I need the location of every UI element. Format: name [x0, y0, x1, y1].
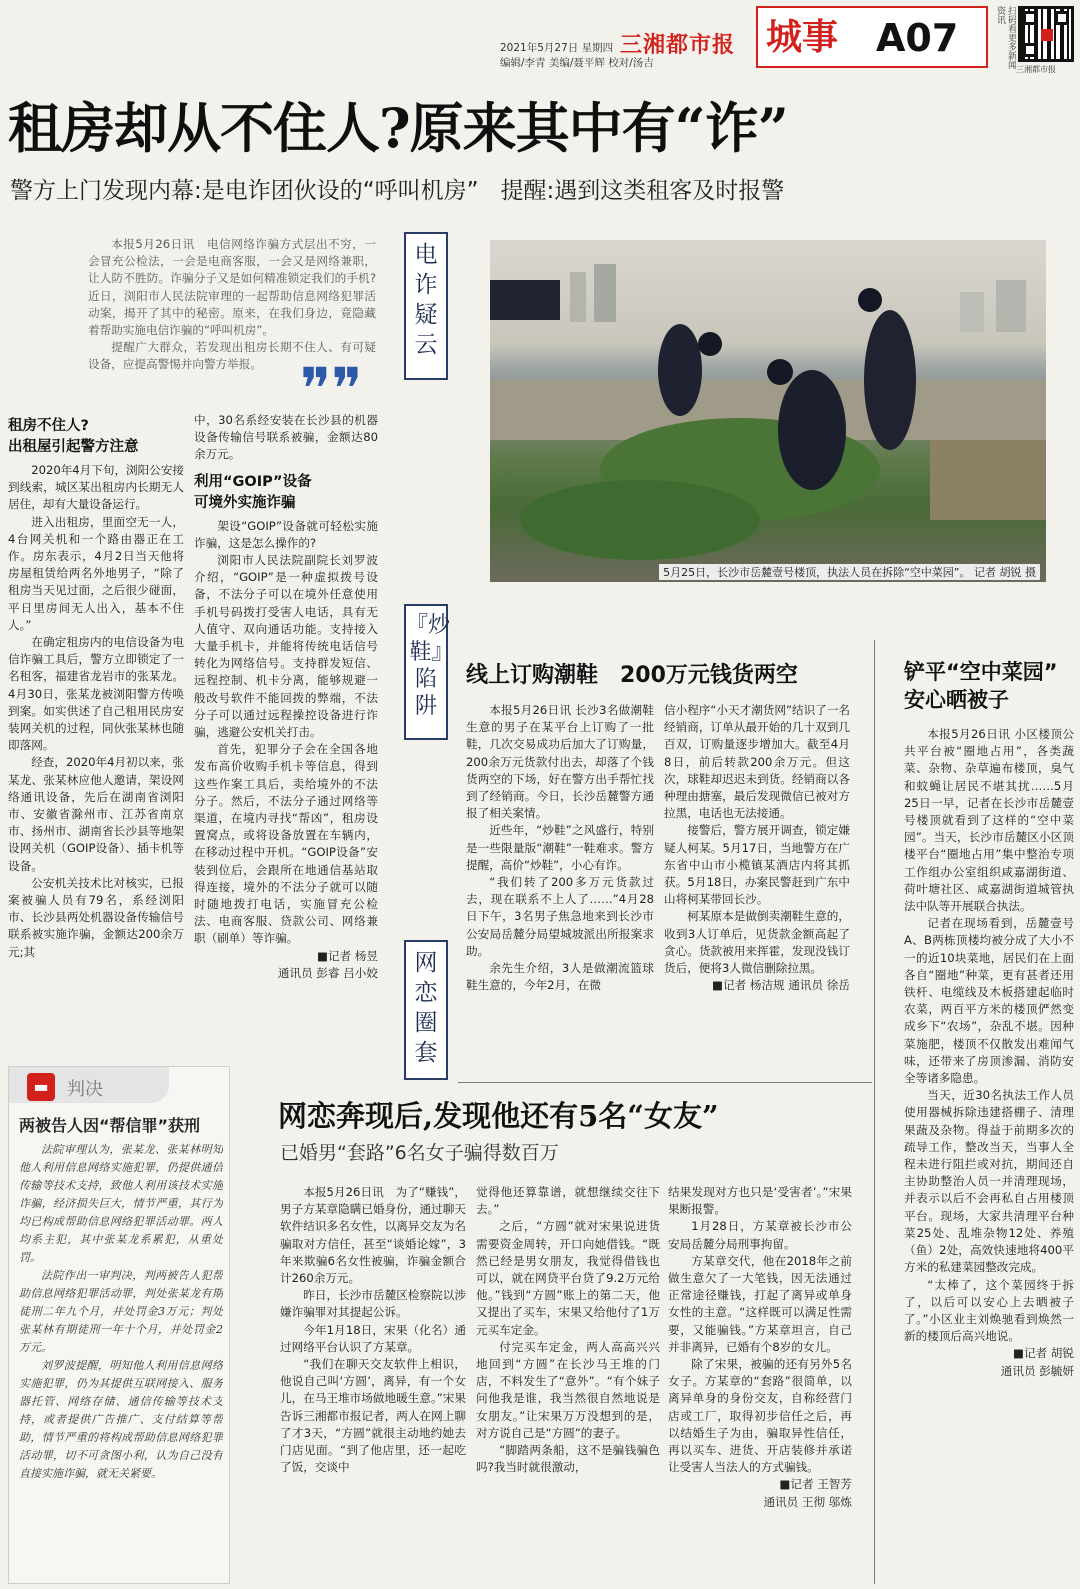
romance-para: 本报5月26日讯 为了“赚钱”，男子方某章隐瞒已婚身份，通过聊天软件结识多名女性，以离异交友为名骗取对方信任，甚至“谈婚论嫁”，3年来欺骗6名女性被骗，诈骗金额合计260余万元。	[280, 1185, 466, 1286]
city-skyline	[594, 264, 616, 322]
garden-para: “太棒了，这个菜园终于拆了，以后可以安心上去晒被子了。”小区业主刘焕驰看到焕然一新的楼顶后高兴地说。	[904, 1277, 1074, 1344]
officer-cap	[858, 288, 882, 312]
shoes-para: 近些年，“炒鞋”之风盛行，特别是一些限量版“潮鞋”一鞋难求。警方提醒，高价“炒鞋”，小心有诈。	[466, 823, 654, 872]
shoes-column-1	[466, 702, 654, 1054]
romance-para: 方某章交代，他在2018年之前做生意欠了一大笔钱，因无法通过正常途径赚钱，打起了离异或单身女性的主意。“这样既可以满足性需要，又能骗钱。”方某章坦言，自己并非离异，已婚有个8岁的女儿。	[668, 1253, 852, 1354]
officer-arm	[490, 280, 560, 320]
lead-col1-para: 2020年4月下旬，浏阳公安接到线索，城区某出租房内长期无人居住，却有大量设备运行。	[8, 463, 184, 512]
garden-column	[904, 726, 1074, 1584]
lead-col2-para: 首先，犯罪分子会在全国各地发布高价收购手机卡等信息，得到这些作案工具后，卖给境外的不法分子。然后，不法分子通过网络等渠道，在境内寻找“帮凶”，租房设置窝点，或将设备放置在车辆内，在移动过程中开机。“GOIP设备”安装到位后，会跟所在地通信基站取得连接，境外的不法分子就可以随时随地拨打电话，实施冒充公检法、电商客服、贷款公司、网络兼职（刷单）等诈骗。	[194, 742, 378, 946]
verdict-para: 法院审理认为，张某龙、张某林明知他人利用信息网络实施犯罪，仍提供通信传输等技术支持，致他人利用该技术实施诈骗，经济损失巨大，情节严重，其行为均已构成帮助信息网络犯罪活动罪。两人均系主犯，其中张某龙系累犯，从重处罚。	[19, 1143, 223, 1264]
gavel-icon: ▬	[27, 1073, 55, 1101]
lead-byline: ■记者 杨昱 通讯员 彭睿 吕小姣	[277, 948, 378, 980]
romance-para: 昨日，长沙市岳麓区检察院以涉嫌诈骗罪对其提起公诉。	[280, 1288, 466, 1320]
lead-col2-carry: 中，30名系经安装在长沙县的机器设备传输信号联系被骗，金额达80余万元。	[194, 413, 378, 462]
qr-finder-icon	[1023, 11, 1037, 25]
garden-para: 本报5月26日讯 小区楼顶公共平台被“圈地占用”，各类蔬菜、杂物、杂草遍布楼顶，臭气和蚊蝇让居民不堪其扰……5月25日一早，记者在长沙市岳麓壹号楼顶就看到了这样的“空中菜园”。当天，长沙市岳麓区小区顶楼平台“圈地占用”集中整治专项工作组办公室组织咸嘉湖街道、荷叶塘社区、咸嘉湖街道城管执法中队等开展联合执法。	[904, 727, 1074, 914]
shoes-headline: 线上订购潮鞋 200万元钱货两空	[466, 663, 798, 688]
rooftop-scene-illustration	[490, 240, 1046, 582]
romance-para: 结果发现对方也只是‘受害者’。”宋果果断报警。	[668, 1185, 852, 1217]
tag-electric-fraud: 电诈疑云	[404, 232, 448, 380]
verdict-label: 判决	[67, 1079, 103, 1100]
lead-subhead: 警方上门发现内幕:是电诈团伙设的“呼叫机房” 提醒:遇到这类租客及时报警	[10, 178, 785, 204]
officer-figure	[658, 324, 702, 416]
qr-finder-icon	[1055, 11, 1069, 25]
city-skyline	[996, 280, 1026, 332]
qr-label: 三湘都市报	[1016, 65, 1056, 74]
lead-intro-text: 本报5月26日讯 电信网络诈骗方式层出不穷，一会冒充公检法，一会是电商客服，一会又是网络兼职，让人防不胜防。诈骗分子又是如何精准锁定我们的手机?近日，浏阳市人民法院审理的一起帮助信息网络犯罪活动案，揭开了其中的秘密。原来，在我们身边，竟隐藏着帮助实施电信诈骗的“呼叫机房”。	[88, 237, 376, 338]
lead-intro-reminder: 提醒广大群众，若发现出租房长期不住人、有可疑设备，应提高警惕并向警方举报。	[88, 340, 376, 372]
shoes-column-2	[664, 702, 850, 1054]
shoes-para: 余先生介绍，3人是做潮流篮球鞋生意的，今年2月，在微	[466, 961, 654, 993]
shoes-byline: ■记者 杨洁规 通讯员 徐岳	[712, 978, 850, 993]
column-divider	[874, 640, 875, 1584]
vegetable-patch	[520, 480, 760, 560]
verdict-title: 两被告人因“帮信罪”获刑	[19, 1116, 201, 1135]
paper-logo: 三湘都市报	[620, 32, 736, 58]
lead-headline: 租房却从不住人?原来其中有“诈”	[8, 96, 788, 160]
section-name: 城事	[766, 16, 839, 58]
romance-para: 之后，“方圆”就对宋果说进货需要资金周转，开口向她借钱。“既然已经是男女朋友，我觉得借钱也可以，就在网贷平台贷了9.2万元给他。”钱到“方圆”账上的第二天，他又提出了买车，宋果又给他付了1万元买车定金。	[476, 1219, 660, 1337]
verdict-para: 法院作出一审判决，判两被告人犯帮助信息网络犯罪活动罪，判处张某龙有期徒刑二年九个月，并处罚金3万元；判处张某林有期徒刑一年十个月，并处罚金2万元。	[19, 1269, 223, 1354]
lead-col2-para: 浏阳市人民法院副院长刘罗波介绍，“GOIP”是一种虚拟拨号设备，不法分子可以在境外任意使用手机号码拨打受害人电话，具有无人值守、双向通话功能。支持接入大量手机卡，并能将传统电话信号转化为网络信号。支持群发短信、远程控制、机卡分离，能够规避一般改号软件不能回拨的弊端，不法分子可以通过远程操控设备进行诈骗，逃避公安机关打击。	[194, 553, 378, 740]
city-skyline	[570, 272, 586, 322]
officer-figure	[778, 370, 846, 490]
lead-column-1	[8, 412, 184, 1052]
qr-code[interactable]	[1018, 6, 1074, 62]
romance-para: 今年1月18日，宋果（化名）通过网络平台认识了方某章。	[280, 1322, 466, 1354]
romance-column-2	[476, 1184, 660, 1584]
romance-para: 1月28日，方某章被长沙市公安局岳麓分局刑事拘留。	[668, 1219, 852, 1251]
lead-col1-para: 经查，2020年4月初以来，张某龙、张某林应他人邀请，架设网络通讯设备，先后在湖南省浏阳市、安徽省滁州市、江苏省南京市、扬州市、湖南省长沙县等地架设网关机（GOIP设备）、插卡机等设备。	[8, 755, 184, 873]
qr-note: 扫码看更多新闻资讯	[995, 6, 1016, 69]
lead-col1-para: 进入出租房，里面空无一人，4台网关机和一个路由器正在工作。房东表示，4月2日当天他将房屋租赁给两名外地男子，“除了租房当天见过面，之后很少碰面，平日里房间无人出入，基本不住人。”	[8, 514, 184, 632]
shoes-para: 柯某原本是做倒卖潮鞋生意的，收到3人订单后，见货款金额高起了贪心。货款被用来挥霍，发现没钱订货后，便将3人微信删除拉黑。	[664, 909, 850, 976]
masthead	[0, 0, 1080, 78]
issue-date: 2021年5月27日 星期四	[500, 42, 614, 54]
romance-para: “我们在聊天交友软件上相识，他说自己叫‘方圆’，离异，有一个女儿，在马王堆市场做地暖生意。”宋果告诉三湘都市报记者，两人在网上聊了才3天，“方圆”就很主动地约她去门店见面。“到了他店里，还一起吃了饭，交谈中	[280, 1357, 466, 1475]
qr-finder-icon	[1023, 43, 1037, 57]
garden-headline: 铲平“空中菜园” 安心晒被子	[904, 660, 1058, 712]
garden-byline: ■记者 胡锐 通讯员 彭毓妍	[1000, 1346, 1074, 1378]
garden-para: 记者在现场看到，岳麓壹号A、B两栋顶楼均被分成了大小不一的近10块菜地，居民们在上面各自“圈地”种菜，更有甚者还用铁杆、电缆线及木板搭建起临时农菜，两百平方米的楼顶俨然变成乡下“农场”，杂乱不堪。因种菜施肥，楼顶不仅散发出难闻气味，还带来了房顶渗漏、消防安全等诸多隐患。	[904, 916, 1074, 1086]
officer-figure	[864, 310, 916, 450]
column-divider	[458, 1082, 872, 1083]
qr-brand-badge	[1041, 29, 1053, 41]
shoes-para: “我们转了200多万元货款过去，现在联系不上人了……”4月28日下午，3名男子焦急地来到长沙市公安局岳麓分局望城坡派出所报案求助。	[466, 875, 654, 958]
romance-para: 觉得他还算靠谱，就想继续交往下去。”	[476, 1185, 660, 1217]
officer-cap	[767, 359, 793, 385]
city-skyline	[960, 292, 984, 332]
shoes-para: 信小程序“小天才潮货网”结识了一名经销商，订单从最开始的几十双到几百双，订购量逐步增加大。截至4月8日，前后转款200余万元。但这次，球鞋却迟迟未到货。经销商以各种理由搪塞，最后发现微信已被对方拉黑，电话也无法接通。	[664, 703, 850, 821]
romance-para: 除了宋果，被骗的还有另外5名女子。方某章的“套路”很简单，以离异单身的身份交友，自称经营门店或工厂，取得初步信任之后，再以结婚生子为由，骗取异性信任，再以买车、进货、开店装修并承诺让受害人当法人的方式骗钱。	[668, 1357, 852, 1475]
lead-col1-para: 在确定租房内的电信设备为电信诈骗工具后，警方立即锁定了一名租客，福建省龙岩市的张某龙。4月30日，张某龙被浏阳警方传唤到案。如实供述了自己租用民房安装网关机的过程，同伙张某林也随即落网。	[8, 635, 184, 753]
officer-cap	[698, 332, 722, 356]
verdict-para: 刘罗波提醒，明知他人利用信息网络实施犯罪，仍为其提供互联网接入、服务器托管、网络存储、通信传输等技术支持，或者提供广告推广、支付结算等帮助，情节严重的将构成帮助信息网络犯罪活动罪，切不可贪图小利，认为自己没有直接实施诈骗，就无关紧要。	[19, 1359, 223, 1480]
quote-icon: ❞❞	[300, 355, 363, 423]
verdict-body	[19, 1141, 223, 1581]
page-number: A07	[876, 16, 959, 60]
garden-para: 当天，近30名执法工作人员使用器械拆除违建搭棚子、清理果蔬及杂物。得益于前期多次的疏导工作，整改当天，当事人全程未进行阻拦或对抗，期间还自主协助整治人员一并清理现场，并表示以后不会再私自占用楼顶平台。现场，大家共清理平台种菜25处、乱堆杂物12处、养殖（鱼）2处，高效快速地将400平方米的私建菜园整改完成。	[904, 1088, 1074, 1275]
lead-col1-para: 公安机关技术比对核实，已报案被骗人员有79名，系经浏阳市、长沙县两处机器设备传输信号联系被实施诈骗，金额达200余万元;其	[8, 875, 184, 959]
lead-col2-para: 架设“GOIP”设备就可轻松实施诈骗，这是怎么操作的?	[194, 518, 378, 550]
romance-headline: 网恋奔现后,发现他还有5名“女友”	[278, 1099, 719, 1133]
lead-subheading-2: 利用“GOIP”设备 可境外实施诈骗	[194, 473, 312, 511]
photo-caption: 5月25日，长沙市岳麓壹号楼顶，执法人员在拆除“空中菜园”。 记者 胡锐 摄	[659, 564, 1040, 580]
shoes-para: 本报5月26日讯 长沙3名做潮鞋生意的男子在某平台上订购了一批鞋，几次交易成功后加大了订购量，200余万元货款付出去，却落了个钱货两空的下场，好在警方出手帮忙找到了经销商。今日，长沙岳麓警方通报了相关案情。	[466, 703, 654, 821]
romance-byline: ■记者 王智芳 通讯员 王彻 邬炼	[763, 1477, 852, 1509]
rooftop-photo	[490, 240, 1046, 582]
editor-credits: 编辑/李青 美编/聂平辉 校对/汤吉	[500, 57, 654, 69]
lead-column-2	[194, 412, 378, 1052]
romance-column-3	[668, 1184, 852, 1584]
tag-romance-trap: 网恋圈套	[404, 940, 448, 1080]
section-box	[756, 6, 988, 68]
romance-column-1	[280, 1184, 466, 1584]
romance-para: “脚踏两条船，这不是骗钱骗色吗?我当时就很激动，	[476, 1443, 660, 1475]
lead-subheading-1: 租房不住人? 出租屋引起警方注意	[8, 418, 139, 455]
romance-subhead: 已婚男“套路”6名女子骗得数百万	[280, 1142, 559, 1164]
tag-shoe-trap: 『炒鞋』陷阱	[404, 604, 448, 740]
bamboo-poles	[930, 440, 1046, 520]
verdict-box	[8, 1066, 230, 1584]
shoes-para: 接警后，警方展开调查，锁定嫌疑人柯某。5月17日，当地警方在广东省中山市小榄镇某酒店内将其抓获。5月18日，办案民警赶到广东中山将柯某带回长沙。	[664, 823, 850, 907]
romance-para: 付完买车定金，两人高高兴兴地回到“方圆”在长沙马王堆的门店，不料发生了“意外”。“有个妹子问他我是谁，我当然很自然地说是女朋友。”让宋果万万没想到的是，对方说自己是“方圆”的妻子。	[476, 1339, 660, 1440]
